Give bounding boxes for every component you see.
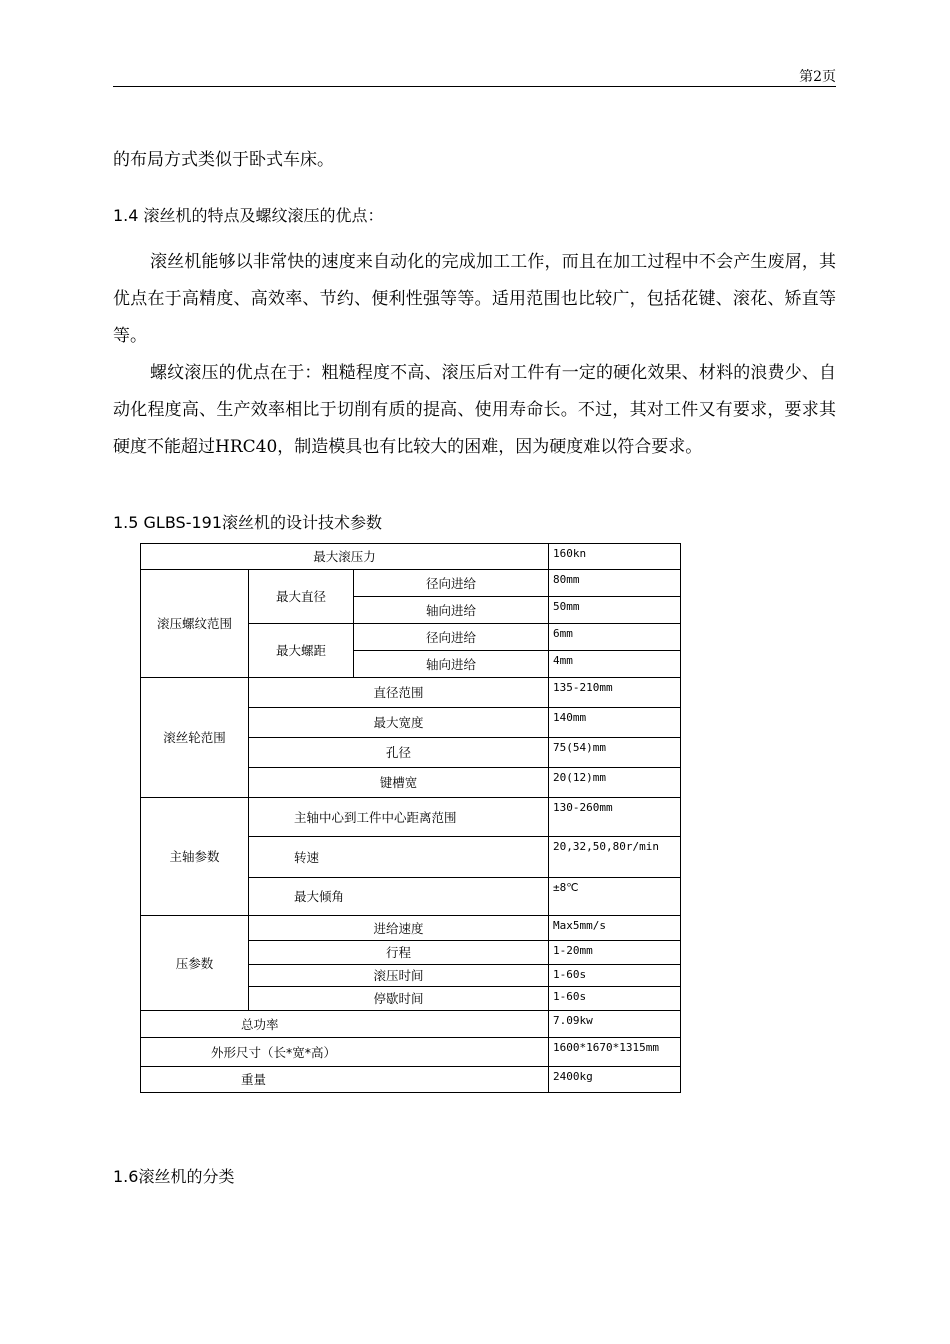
table-cell: 130-260mm (549, 798, 681, 837)
table-cell: 轴向进给 (354, 597, 549, 624)
table-cell: Max5mm/s (549, 916, 681, 941)
table-cell: 50mm (549, 597, 681, 624)
table-cell: 160kn (549, 544, 681, 570)
table-cell: 轴向进给 (354, 651, 549, 678)
table-cell: 转速 (249, 837, 549, 878)
table-cell: 最大倾角 (249, 878, 549, 916)
section-heading-1-6: 1.6滚丝机的分类 (113, 1167, 235, 1186)
table-cell: 主轴中心到工件中心距离范围 (249, 798, 549, 837)
table-row (141, 544, 681, 570)
table-row (141, 1011, 681, 1038)
section-heading-1-5: 1.5 GLBS-191滚丝机的设计技术参数 (113, 513, 383, 532)
table-cell: 径向进给 (354, 624, 549, 651)
table-cell: 1-60s (549, 987, 681, 1011)
table-cell: 直径范围 (249, 678, 549, 708)
table-cell: 进给速度 (249, 916, 549, 941)
table-cell: 6mm (549, 624, 681, 651)
table-cell: 滚压螺纹范围 (141, 570, 249, 678)
table-row (141, 1067, 681, 1093)
table-cell: 1-20mm (549, 941, 681, 965)
table-cell: 最大直径 (249, 570, 354, 624)
table-cell: 最大滚压力 (141, 544, 549, 570)
table-cell: 滚丝轮范围 (141, 678, 249, 798)
table-row (141, 1038, 681, 1067)
page-number: 第2页 (799, 69, 836, 85)
table-cell: 孔径 (249, 738, 549, 768)
page-header (113, 66, 836, 87)
section-heading-1-4: 1.4 滚丝机的特点及螺纹滚压的优点： (113, 206, 384, 225)
table-cell: 外形尺寸（长*宽*高） (141, 1038, 549, 1067)
table-cell: 140mm (549, 708, 681, 738)
table-cell: 滚压时间 (249, 965, 549, 987)
table-cell: 4mm (549, 651, 681, 678)
paragraph-features: 滚丝机能够以非常快的速度来自动化的完成加工工作，而且在加工过程中不会产生废屑，其优点在于高精度、高效率、节约、便利性强等等。适用范围也比较广，包括花键、滚花、矫直等等。 (113, 252, 836, 346)
table-cell: 总功率 (141, 1011, 549, 1038)
table-cell: 主轴参数 (141, 798, 249, 916)
table-row (141, 916, 681, 941)
table-cell: 重量 (141, 1067, 549, 1093)
table-cell: ±8℃ (549, 878, 681, 916)
table-cell: 压参数 (141, 916, 249, 1011)
table-cell: 7.09kw (549, 1011, 681, 1038)
table-cell: 80mm (549, 570, 681, 597)
table-cell: 2400kg (549, 1067, 681, 1093)
table-cell: 1600*1670*1315mm (549, 1038, 681, 1067)
table-cell: 最大宽度 (249, 708, 549, 738)
intro-line: 的布局方式类似于卧式车床。 (113, 150, 334, 170)
table-cell: 20,32,50,80r/min (549, 837, 681, 878)
table-cell: 1-60s (549, 965, 681, 987)
table-cell: 停歇时间 (249, 987, 549, 1011)
table-row (141, 798, 681, 837)
parameters-table (140, 543, 681, 1093)
table-cell: 最大螺距 (249, 624, 354, 678)
table-cell: 135-210mm (549, 678, 681, 708)
table-cell: 20(12)mm (549, 768, 681, 798)
table-cell: 径向进给 (354, 570, 549, 597)
table-cell: 75(54)mm (549, 738, 681, 768)
paragraph-advantages: 螺纹滚压的优点在于：粗糙程度不高、滚压后对工件有一定的硬化效果、材料的浪费少、自动化程度高、生产效率相比于切削有质的提高、使用寿命长。不过，其对工件又有要求，要求其硬度不能超过HRC40，制造模具也有比较大的困难，因为硬度难以符合要求。 (113, 363, 836, 457)
table-cell: 键槽宽 (249, 768, 549, 798)
table-row (141, 570, 681, 597)
table-cell: 行程 (249, 941, 549, 965)
table-row (141, 678, 681, 708)
